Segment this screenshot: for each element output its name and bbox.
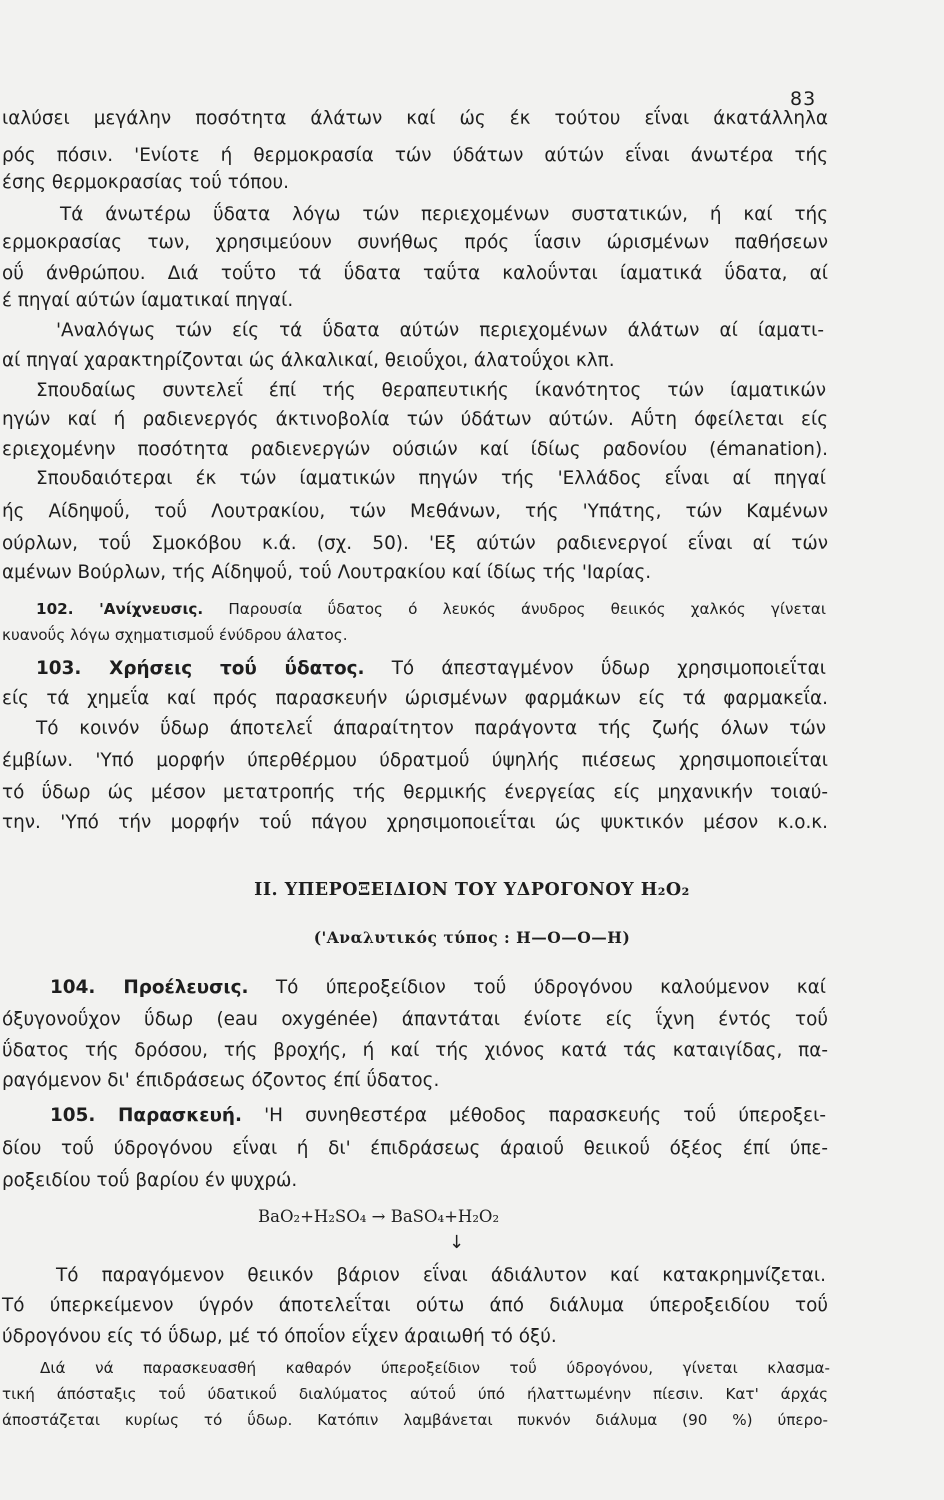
- text-line: Τά άνωτέρω ΰδατα λόγω τών περιεχομένων συστατικών, ή καί τής: [60, 204, 828, 225]
- section-105-text: 'Η συνηθεστέρα μέθοδος παρασκευής τοΰ ύπεροξει-: [264, 1105, 826, 1126]
- text-line: ιαλύσει μεγάλην ποσότητα άλάτων καί ώς έκ τούτου εΐναι άκατάλληλα: [2, 108, 828, 129]
- text-line: ροξειδίου τοΰ βαρίου έν ψυχρώ.: [2, 1170, 298, 1191]
- text-line: ερμοκρασίας των, χρησιμεύουν συνήθως πρός ΐασιν ώρισμένων παθήσεων: [2, 232, 828, 253]
- text-line: έ πηγαί αύτών ίαματικαί πηγαί.: [2, 290, 294, 311]
- small-text-line: τική άπόσταξις τοΰ ύδατικοΰ διαλύματος αύτοΰ ύπό ήλαττωμένην πίεσιν. Κατ' άρχάς: [2, 1385, 828, 1403]
- text-line: όξυγονοΰχον ΰδωρ (eau oxygénée) άπαντάται ένίοτε είς ΐχνη έντός τοΰ: [2, 1009, 828, 1030]
- text-line: Σπουδαίως συντελεΐ έπί τής θεραπευτικής ίκανότητος τών ίαματικών: [36, 380, 826, 401]
- section-heading: II. ΥΠΕΡΟΞΕΙΔΙΟΝ ΤΟΥ ΥΔΡΟΓΟΝΟΥ H₂O₂: [254, 880, 690, 900]
- text-line: ηγών καί ή ραδιενεργός άκτινοβολία τών ύδάτων αύτών. Αΰτη όφείλεται είς: [2, 409, 828, 430]
- text-line: 'Αναλόγως τών είς τά ΰδατα αύτών περιεχομένων άλάτων αί ίαματι-: [56, 320, 824, 341]
- text-line: ούρλων, τοΰ Σμοκόβου κ.ά. (σχ. 50). 'Εξ αύτών ραδιενεργοί εΐναι αί τών: [2, 533, 828, 554]
- section-104-title: 104. Προέλευσις.: [50, 977, 249, 998]
- section-104-text: Τό ύπεροξείδιον τοΰ ύδρογόνου καλούμενον καί: [275, 977, 826, 998]
- section-103-title: 103. Χρήσεις τοΰ ΰδατος.: [36, 658, 365, 679]
- text-line: Τό ύπερκείμενον ύγρόν άποτελεΐται ούτω άπό διάλυμα ύπεροξειδίου τοΰ: [2, 1295, 828, 1316]
- text-line: κυανοΰς λόγω σχηματισμοΰ ένύδρου άλατος.: [2, 626, 348, 644]
- section-105-line: [50, 1103, 826, 1129]
- section-103-text: Τό άπεσταγμένον ΰδωρ χρησιμοποιεΐται: [391, 658, 826, 679]
- text-line: έμβίων. 'Υπό μορφήν ύπερθέρμου ύδρατμοΰ ύψηλής πιέσεως χρησιμοποιεΐται: [2, 750, 828, 771]
- text-line: ής Αίδηψοΰ, τοΰ Λουτρακίου, τών Μεθάνων, τής 'Υπάτης, τών Καμένων: [2, 501, 828, 522]
- text-line: την. 'Υπό τήν μορφήν τοΰ πάγου χρησιμοποιεΐται ώς ψυκτικόν μέσον κ.ο.κ.: [2, 812, 828, 833]
- text-line: ρός πόσιν. 'Ενίοτε ή θερμοκρασία τών ύδάτων αύτών εΐναι άνωτέρα τής: [2, 145, 828, 166]
- text-line: τό ΰδωρ ώς μέσον μετατροπής τής θερμικής ένεργείας είς μηχανικήν τοιαύ-: [2, 782, 828, 803]
- text-line: ραγόμενον δι' έπιδράσεως όζοντος έπί ΰδατος.: [2, 1070, 440, 1091]
- text-line: εριεχομένην ποσότητα ραδιενεργών ούσιών καί ίδίως ραδονίου (émanation).: [2, 439, 828, 460]
- text-line: Σπουδαιότεραι έκ τών ίαματικών πηγών τής 'Ελλάδος εΐναι αί πηγαί: [36, 468, 826, 489]
- section-102-line: [36, 596, 826, 622]
- text-line: ΰδατος τής δρόσου, τής βροχής, ή καί τής χιόνος κατά τάς καταιγίδας, πα-: [2, 1040, 828, 1061]
- small-text-line: Διά νά παρασκευασθή καθαρόν ύπεροξείδιον τοΰ ύδρογόνου, γίνεται κλασμα-: [40, 1359, 830, 1377]
- section-104-line: [50, 975, 826, 1001]
- text-line: δίου τοΰ ύδρογόνου εΐναι ή δι' έπιδράσεως άραιοΰ θειικοΰ όξέος έπί ύπε-: [2, 1138, 828, 1159]
- chemical-equation: BaO₂+H₂SO₄ → BaSO₄+H₂O₂: [258, 1207, 500, 1226]
- section-102-title: 102. 'Ανίχνευσις.: [36, 600, 204, 618]
- section-subheading: ('Αναλυτικός τύπος : H—O—O—H): [313, 928, 631, 947]
- small-text-line: άποστάζεται κυρίως τό ΰδωρ. Κατόπιν λαμβάνεται πυκνόν διάλυμα (90 %) ύπερο-: [2, 1411, 828, 1429]
- text-line: έσης θερμοκρασίας τοΰ τόπου.: [2, 172, 289, 193]
- text-line: Τό παραγόμενον θειικόν βάριον εΐναι άδιάλυτον καί κατακρημνίζεται.: [56, 1265, 826, 1286]
- text-line: αί πηγαί χαρακτηρίζονται ώς άλκαλικαί, θειοΰχοι, άλατοΰχοι κλπ.: [2, 350, 615, 371]
- section-102-text: Παρουσία ΰδατος ό λευκός άνυδρος θειικός χαλκός γίνεται: [228, 600, 826, 618]
- text-line: οΰ άνθρώπου. Διά τοΰτο τά ΰδατα ταΰτα καλοΰνται ίαματικά ΰδατα, αί: [2, 263, 828, 284]
- section-103-line: [36, 656, 826, 682]
- text-line: ύδρογόνου είς τό ΰδωρ, μέ τό όποΐον εΐχεν άραιωθή τό όξύ.: [2, 1326, 557, 1347]
- text-line: αμένων Βούρλων, τής Αίδηψοΰ, τοΰ Λουτρακίου καί ίδίως τής 'Ιαρίας.: [2, 562, 652, 583]
- text-line: είς τά χημεΐα καί πρός παρασκευήν ώρισμένων φαρμάκων είς τά φαρμακεΐα.: [2, 688, 828, 709]
- precipitate-arrow-icon: ↓: [449, 1232, 465, 1253]
- section-105-title: 105. Παρασκευή.: [50, 1105, 242, 1126]
- page-number: 83: [790, 88, 817, 110]
- text-line: Τό κοινόν ΰδωρ άποτελεΐ άπαραίτητον παράγοντα τής ζωής όλων τών: [36, 718, 826, 739]
